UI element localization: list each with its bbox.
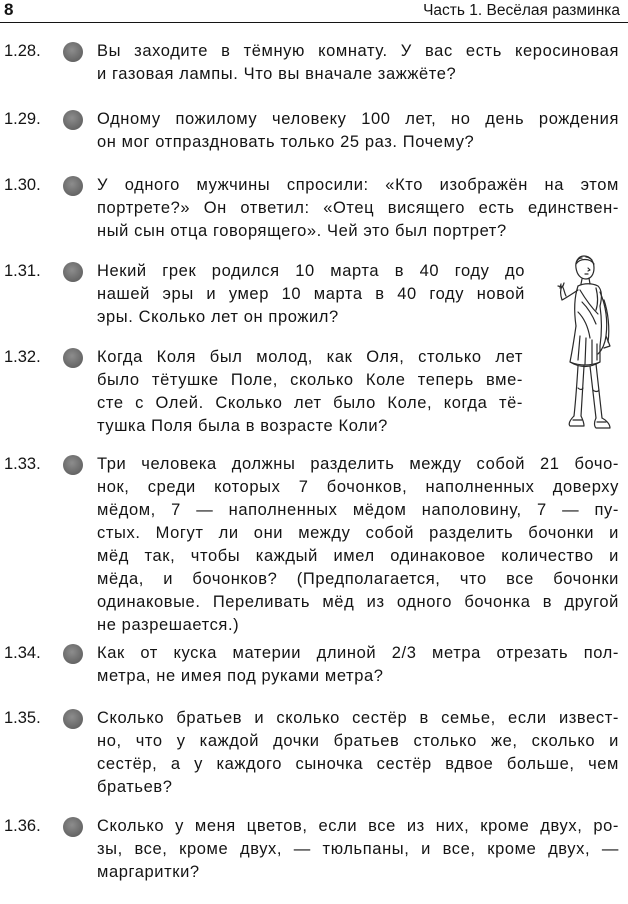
problem-line: сте с Олей. Сколько лет было Коле, когда тё- [97,394,523,412]
problem-line: Некий грек родился 10 марта в 40 году до [97,262,525,280]
problem-line: и газовая лампы. Что вы вначале зажжёте? [97,65,457,83]
problem-text [97,707,619,799]
problem-line: портрете?» Он ответил: «Отец висящего есть единствен- [97,199,619,217]
problem-line: Сколько братьев и сколько сестёр в семье, если извест- [97,709,619,727]
problem-line: нашей эры и умер 10 марта в 40 году новой [97,285,525,303]
problem-line: Когда Коля был молод, как Оля, столько лет [97,348,523,366]
problem-number: 1.36. [4,817,41,835]
problem-number: 1.34. [4,644,41,662]
difficulty-dot-icon [63,348,83,368]
problem-line: Как от куска материи длиной 2/3 метра отрезать пол- [97,644,619,662]
problem-line: но, что у каждой дочки братьев столько же, сколько и [97,732,619,750]
difficulty-dot-icon [63,176,83,196]
problem-line: Три человека должны разделить между собой 21 бочо- [97,455,619,473]
difficulty-dot-icon [63,42,83,62]
greek-man-illustration [540,250,624,436]
problem-line: маргаритки? [97,863,200,881]
difficulty-dot-icon [63,455,83,475]
problem-line: Одному пожилому человеку 100 лет, но день рождения [97,110,619,128]
problem-text [97,346,523,438]
problem-line: Сколько у меня цветов, если все из них, кроме двух, ро- [97,817,619,835]
problem-text [97,815,619,884]
running-head: Часть 1. Весёлая разминка [423,2,620,19]
problem-number: 1.29. [4,110,41,128]
problem-line: У одного мужчины спросили: «Кто изображён на этом [97,176,619,194]
problem-line: ный сын отца говорящего». Чей это был портрет? [97,222,507,240]
problem-text [97,642,619,688]
problem-line: Вы заходите в тёмную комнату. У вас есть керосиновая [97,42,619,60]
difficulty-dot-icon [63,644,83,664]
problem-number: 1.31. [4,262,41,280]
problem-text [97,453,619,637]
page-header [0,0,628,26]
header-divider [0,22,628,23]
problem-number: 1.35. [4,709,41,727]
problem-line: эры. Сколько лет он прожил? [97,308,339,326]
problem-line: зы, все, кроме двух, — тюльпаны, и все, кроме двух, — [97,840,619,858]
problem-text [97,108,619,154]
difficulty-dot-icon [63,262,83,282]
page-number: 8 [4,0,14,19]
problem-line: не разрешается.) [97,616,240,634]
problem-number: 1.32. [4,348,41,366]
problem-number: 1.30. [4,176,41,194]
problem-text [97,174,619,243]
problem-line: было тётушке Поле, сколько Коле теперь вме- [97,371,523,389]
difficulty-dot-icon [63,110,83,130]
problem-line: метра, не имея под руками метра? [97,667,384,685]
problem-line: мёд так, чтобы каждый имел одинаковое количество и [97,547,619,565]
problem-line: тушка Поля была в возрасте Коли? [97,417,388,435]
problem-number: 1.28. [4,42,41,60]
problem-line: стых. Могут ли они между собой разделить бочонки и [97,524,619,542]
problem-number: 1.33. [4,455,41,473]
problem-line: мёдом, 7 — наполненных мёдом наполовину, 7 — пу- [97,501,619,519]
problem-line: нок, среди которых 7 бочонков, наполненных доверху [97,478,619,496]
problem-line: сестёр, а у каждого сыночка сестёр вдвое больше, чем [97,755,619,773]
problem-line: он мог отпраздновать только 25 раз. Почему? [97,133,475,151]
problem-line: братьев? [97,778,173,796]
problem-line: одинаковые. Переливать мёд из одного бочонка в другой [97,593,619,611]
problem-text [97,260,525,329]
problem-line: мёда, и бочонков? (Предполагается, что все бочонки [97,570,619,588]
difficulty-dot-icon [63,709,83,729]
problem-text [97,40,619,86]
difficulty-dot-icon [63,817,83,837]
